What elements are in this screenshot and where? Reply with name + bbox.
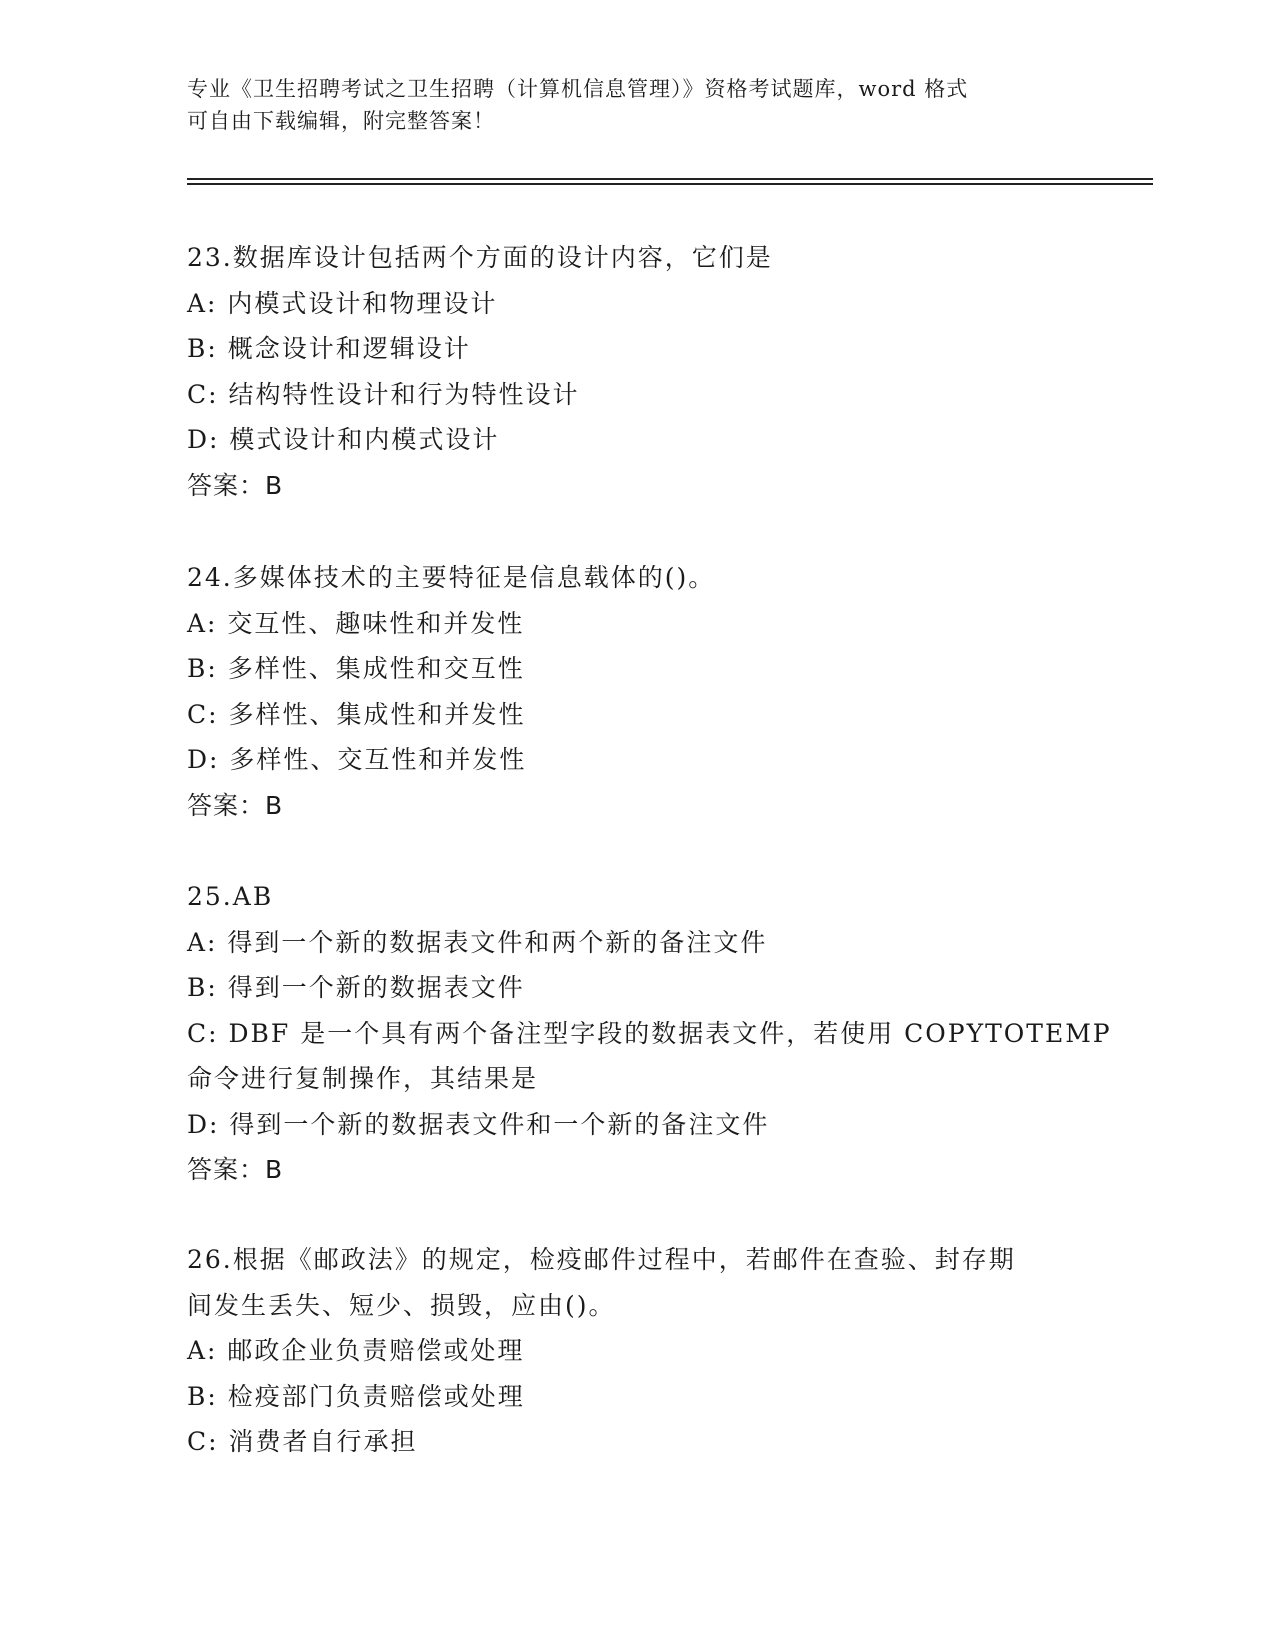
option-b: B: 得到一个新的数据表文件 (187, 973, 525, 1002)
question-stem: 23.数据库设计包括两个方面的设计内容，它们是 (187, 243, 773, 272)
option-d: D: 得到一个新的数据表文件和一个新的备注文件 (187, 1109, 770, 1139)
option-c: C: 多样性、集成性和并发性 (187, 699, 526, 729)
answer: 答案：B (187, 1155, 284, 1184)
option-c: C: 消费者自行承担 (187, 1427, 418, 1456)
question-25 (187, 874, 1112, 1193)
option-a: A: 交互性、趣味性和并发性 (187, 608, 525, 638)
header-line-2: 可自由下载编辑，附完整答案！ (187, 109, 495, 133)
question-stem-continued: 间发生丢失、短少、损毁，应由()。 (187, 1290, 616, 1320)
option-d: D: 模式设计和内模式设计 (187, 425, 500, 454)
answer: 答案：B (187, 470, 284, 500)
option-c: C: 结构特性设计和行为特性设计 (187, 379, 580, 409)
option-d: D: 多样性、交互性和并发性 (187, 745, 527, 774)
option-a: A: 得到一个新的数据表文件和两个新的备注文件 (187, 927, 768, 957)
document-header (187, 73, 1087, 137)
question-26 (187, 1237, 1087, 1465)
option-a: A: 邮政企业负责赔偿或处理 (187, 1336, 525, 1365)
question-23 (187, 235, 1087, 508)
header-divider-bottom (187, 183, 1153, 185)
header-divider-top (187, 178, 1153, 180)
question-24 (187, 555, 1087, 828)
question-stem: 26.根据《邮政法》的规定，检疫邮件过程中，若邮件在查验、封存期 (187, 1245, 1016, 1274)
question-stem: 24.多媒体技术的主要特征是信息载体的()。 (187, 563, 716, 592)
header-line-1: 专业《卫生招聘考试之卫生招聘（计算机信息管理）》资格考试题库，word 格式 (187, 77, 969, 101)
option-a: A: 内模式设计和物理设计 (187, 288, 498, 318)
option-b: B: 概念设计和逻辑设计 (187, 334, 471, 363)
option-b: B: 检疫部门负责赔偿或处理 (187, 1381, 525, 1411)
question-stem: 25.AB (187, 882, 274, 911)
option-c: C: DBF 是一个具有两个备注型字段的数据表文件，若使用 COPYTOTEMP (187, 1018, 1112, 1048)
option-b: B: 多样性、集成性和交互性 (187, 654, 525, 683)
option-c-continued: 命令进行复制操作，其结果是 (187, 1064, 539, 1093)
answer: 答案：B (187, 790, 284, 820)
